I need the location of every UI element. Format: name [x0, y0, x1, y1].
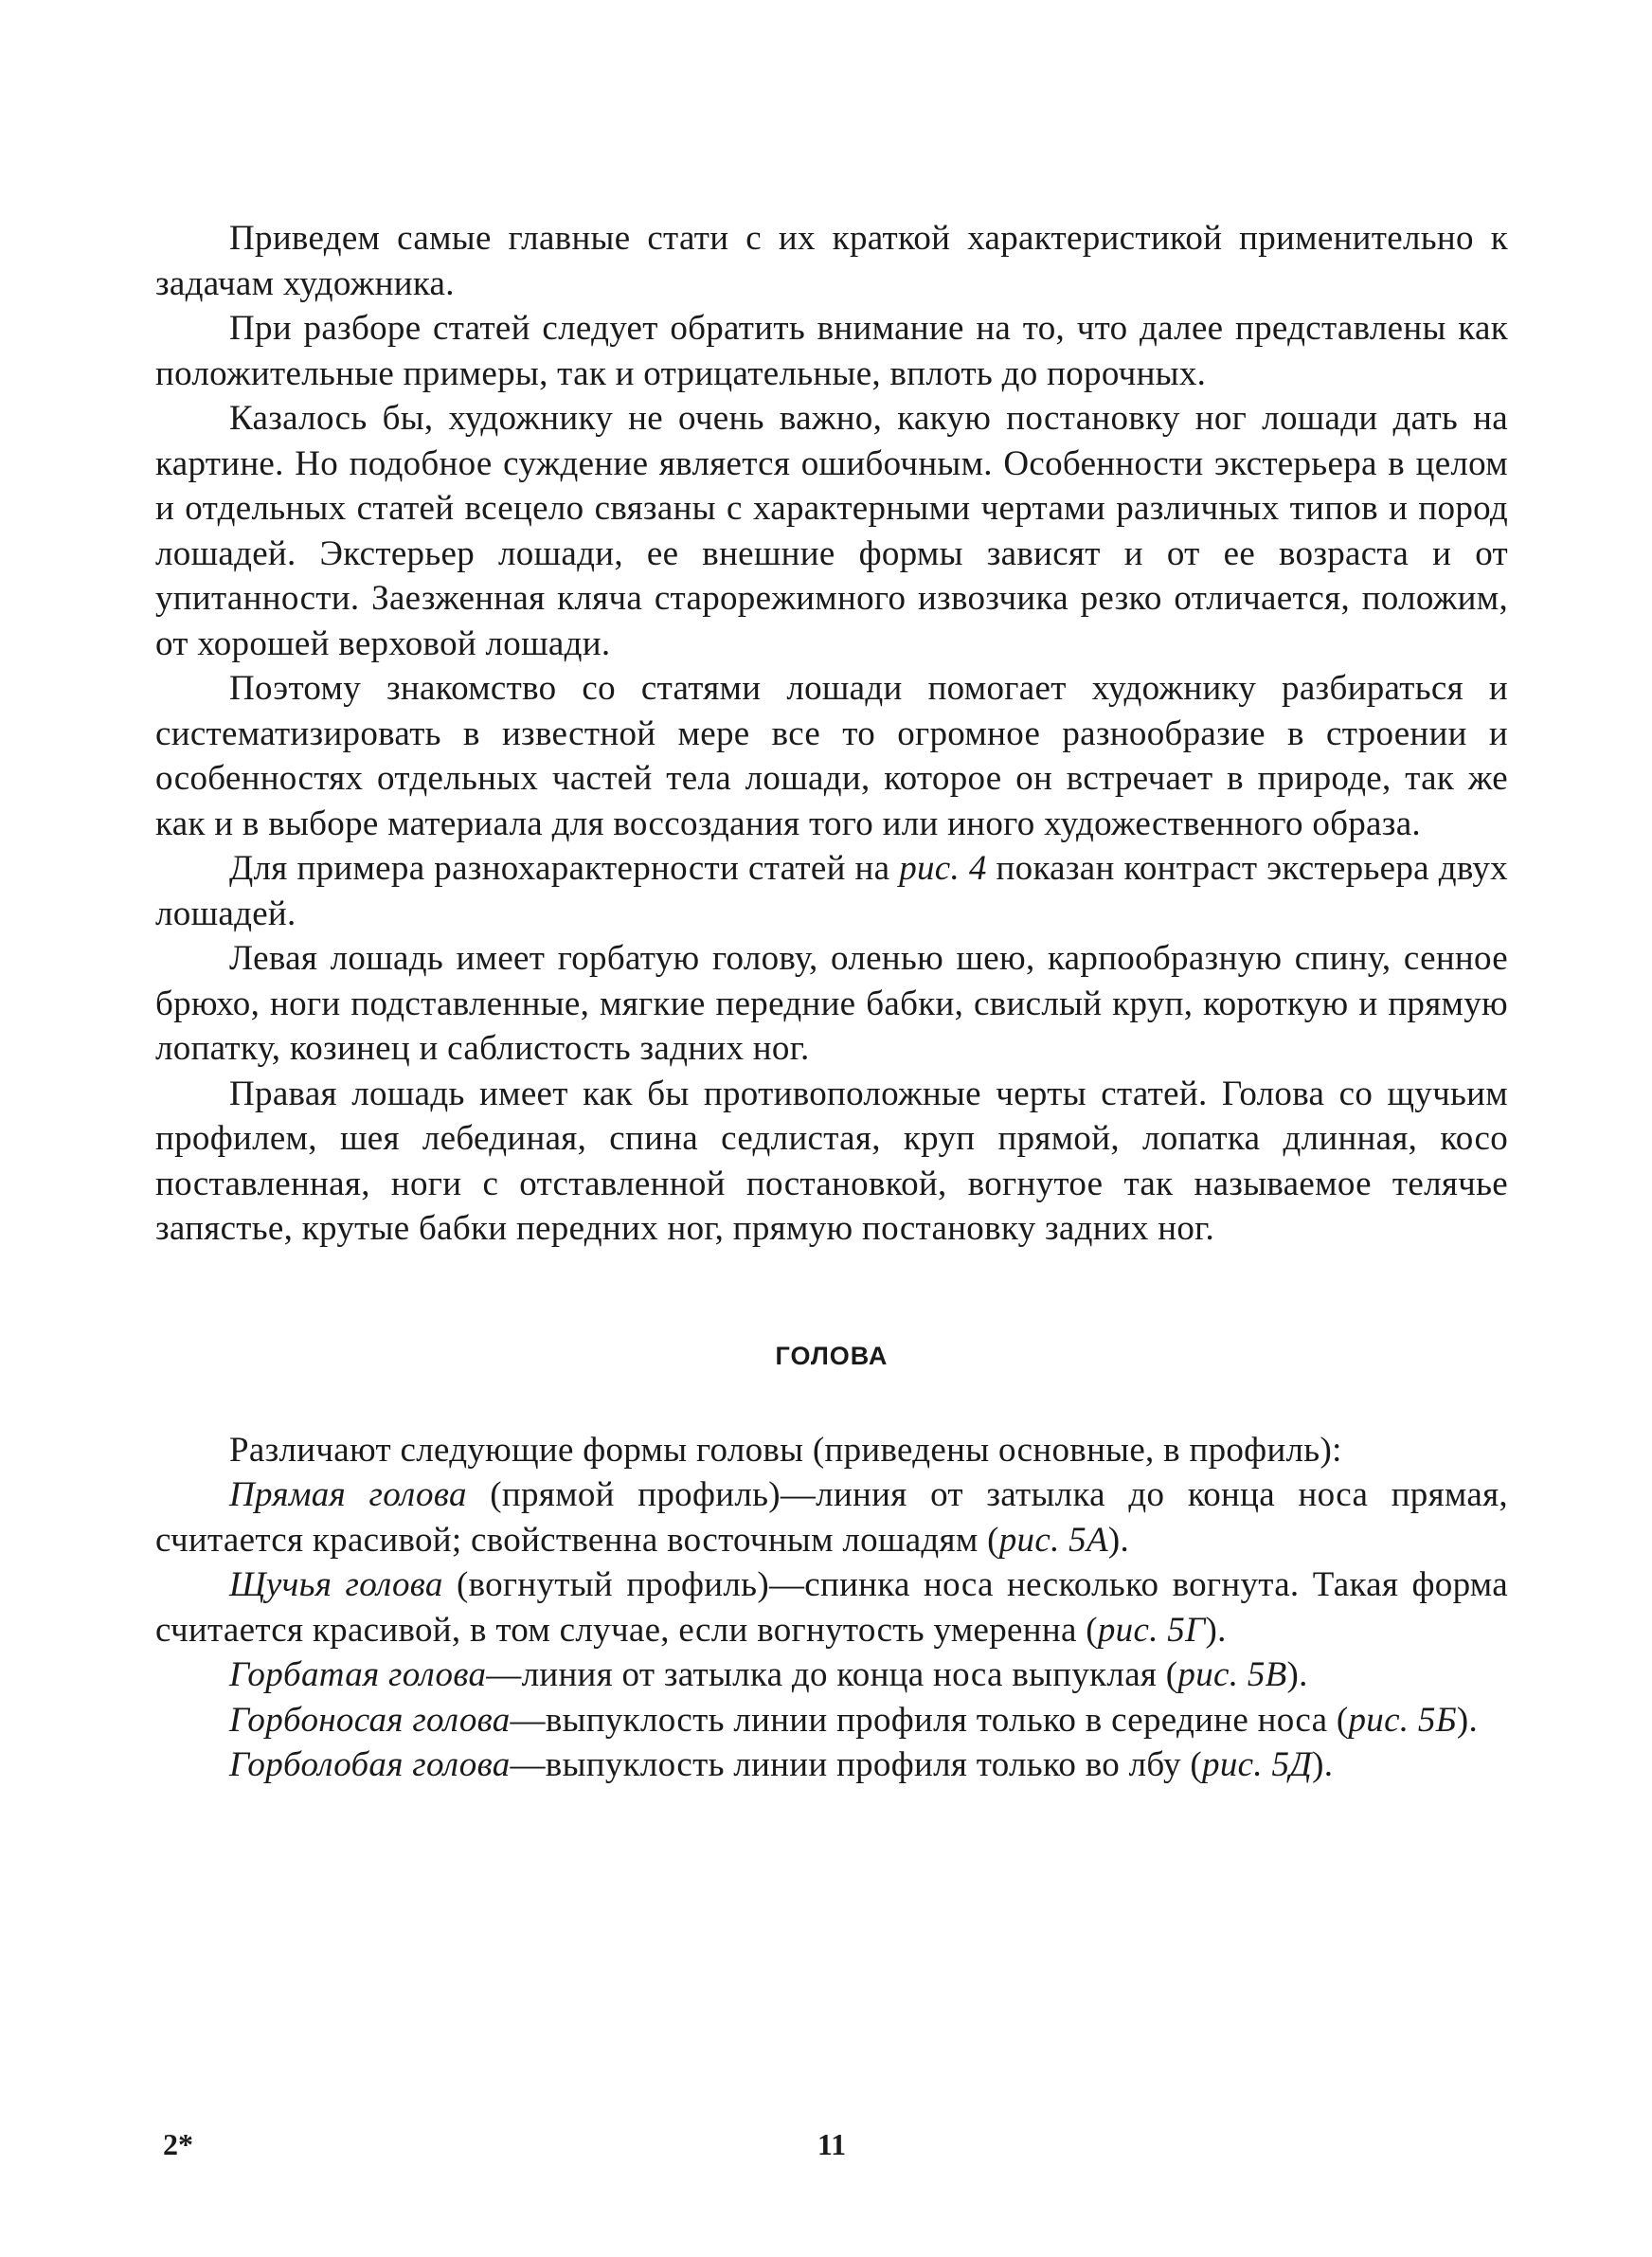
figure-reference: рис. 5Г: [1097, 1610, 1206, 1650]
paragraph-bulging-forehead-head: [155, 1742, 1508, 1788]
figure-reference: рис. 5Д: [1202, 1745, 1313, 1784]
term: Горбатая голова: [229, 1655, 487, 1694]
definition: (прямой профиль)—линия от затылка до конца носа прямая, считается красивой; свойственна восточным лошадям (: [155, 1475, 1508, 1560]
closing: ).: [1205, 1610, 1227, 1650]
signature-mark: 2*: [163, 2127, 193, 2161]
paragraph-intro: Приведем самые главные стати с их краткой характеристикой применительно к задачам художника.: [155, 219, 1508, 303]
paragraph-contrast: [155, 846, 1508, 936]
figure-reference: рис. 5В: [1177, 1655, 1287, 1694]
term: Горболобая голова: [229, 1745, 511, 1784]
paragraph-humped-head: [155, 1652, 1508, 1698]
paragraph-left-horse: Левая лошадь имеет горбатую голову, оленью шею, карпообразную спину, сенное брюхо, ноги подставленные, мягкие передние бабки, свислый круп, короткую и прямую лопатку, козинец и саблистость задних ног.: [155, 939, 1508, 1068]
paragraph-pike-head: [155, 1562, 1508, 1652]
paragraph-familiarity: Поэтому знакомство со статями лошади помогает художнику разбираться и систематизировать в известной мере все то огромное разнообразие в строении и особенностях отдельных частей тела лошади, которое он встречает в природе, так же как и в выборе материала для воссоздания того или иного художественного образа.: [155, 669, 1508, 843]
paragraph-right-horse: Правая лошадь имеет как бы противоположные черты статей. Голова со щучьим профилем, шея лебединая, спина седлистая, круп прямой, лопатка длинная, косо поставленная, ноги с отставленной постановкой, вогнутое так называемое телячье запястье, крутые бабки передних ног, прямую постановку задних ног.: [155, 1074, 1508, 1248]
paragraph-roman-nose-head: [155, 1698, 1508, 1743]
definition: —выпуклость линии профиля только во лбу (: [510, 1745, 1203, 1784]
paragraph-contrast-rest: показан контраст экстерьера двух лошадей.: [155, 849, 1508, 933]
definition: —линия от затылка до конца носа выпуклая (: [486, 1655, 1178, 1694]
closing: ).: [1286, 1655, 1308, 1694]
term: Щучья голова: [229, 1565, 443, 1604]
closing: ).: [1456, 1700, 1479, 1740]
closing: ).: [1107, 1520, 1130, 1560]
definition: —выпуклость линии профиля только в середине носа (: [510, 1700, 1349, 1740]
paragraph-straight-head: [155, 1472, 1508, 1562]
definition: (вогнутый профиль)—спинка носа несколько вогнута. Такая форма считается красивой, в том случае, если вогнутость умеренна (: [155, 1565, 1508, 1650]
closing: ).: [1312, 1745, 1334, 1784]
page-body: [155, 216, 1508, 1788]
term: Горбоносая голова: [229, 1700, 511, 1740]
page-number: 11: [817, 2127, 847, 2161]
figure-reference: рис. 4: [899, 849, 987, 888]
paragraph-legs-stance: Казалось бы, художнику не очень важно, какую постановку ног лошади дать на картине. Но подобное суждение является ошибочным. Особенности экстерьера в целом и отдельных статей всецело связаны с характерными чертами различных типов и пород лошадей. Экстерьер лошади, ее внешние формы зависят и от ее возраста и от упитанности. Заезженная кляча старорежимного извозчика резко отличается, положим, от хорошей верховой лошади.: [155, 399, 1508, 663]
figure-reference: рис. 5А: [998, 1520, 1108, 1560]
section-heading: ГОЛОВА: [775, 1341, 889, 1370]
paragraph-head-forms: Различают следующие формы головы (приведены основные, в профиль):: [229, 1430, 1342, 1470]
term: Прямая голова: [229, 1475, 467, 1514]
paragraph-examples: При разборе статей следует обратить внимание на то, что далее представлены как положительные примеры, так и отрицательные, вплоть до порочных.: [155, 309, 1508, 393]
page-footer: [155, 2127, 1508, 2165]
paragraph-contrast-text: Для примера разнохарактерности статей на: [229, 849, 900, 888]
figure-reference: рис. 5Б: [1348, 1700, 1457, 1740]
